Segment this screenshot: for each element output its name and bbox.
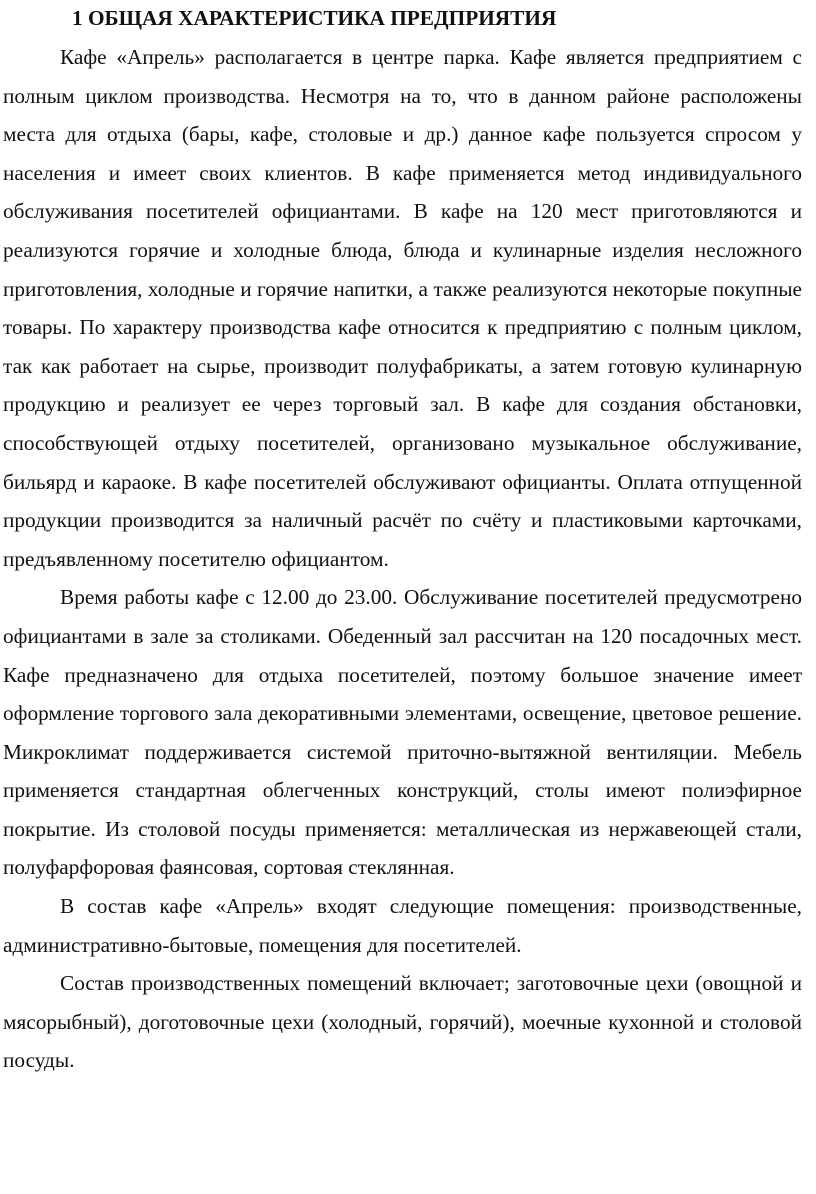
section-heading: 1 ОБЩАЯ ХАРАКТЕРИСТИКА ПРЕДПРИЯТИЯ	[72, 6, 557, 30]
paragraph-production-premises: Состав производственных помещений включает; заготовочные цехи (овощной и мясорыбный), доготовочные цехи (холодный, горячий), моечные кухонной и столовой посуды.	[3, 971, 802, 1073]
paragraph-working-hours: Время работы кафе с 12.00 до 23.00. Обслуживание посетителей предусмотрено официантами в зале за столиками. Обеденный зал рассчитан на 120 посадочных мест. Кафе предназначено для отдыха посетителей, поэтому большое значение имеет оформление торгового зала декоративными элементами, освещение, цветовое решение. Микроклимат поддерживается системой приточно-вытяжной вентиляции. Мебель применяется стандартная облегченных конструкций, столы имеют полиэфирное покрытие. Из столовой посуды применяется: металлическая из нержавеющей стали, полуфарфоровая фаянсовая, сортовая стеклянная.	[3, 585, 802, 880]
paragraph-general-description: Кафе «Апрель» располагается в центре парка. Кафе является предприятием с полным циклом производства. Несмотря на то, что в данном районе расположены места для отдыха (бары, кафе, столовые и др.) данное кафе пользуется спросом у населения и имеет своих клиентов. В кафе применяется метод индивидуального обслуживания посетителей официантами. В кафе на 120 мест приготовляются и реализуются горячие и холодные блюда, блюда и кулинарные изделия несложного приготовления, холодные и горячие напитки, а также реализуются некоторые покупные товары. По характеру производства кафе относится к предприятию с полным циклом, так как работает на сырье, производит полуфабрикаты, а затем готовую кулинарную продукцию и реализует ее через торговый зал. В кафе для создания обстановки, способствующей отдыху посетителей, организовано музыкальное обслуживание, бильярд и караоке. В кафе посетителей обслуживают официанты. Оплата отпущенной продукции производится за наличный расчёт по счёту и пластиковыми карточками, предъявленному посетителю официантом.	[3, 45, 802, 571]
paragraph-premises-composition: В состав кафе «Апрель» входят следующие помещения: производственные, административно-бытовые, помещения для посетителей.	[3, 894, 802, 957]
